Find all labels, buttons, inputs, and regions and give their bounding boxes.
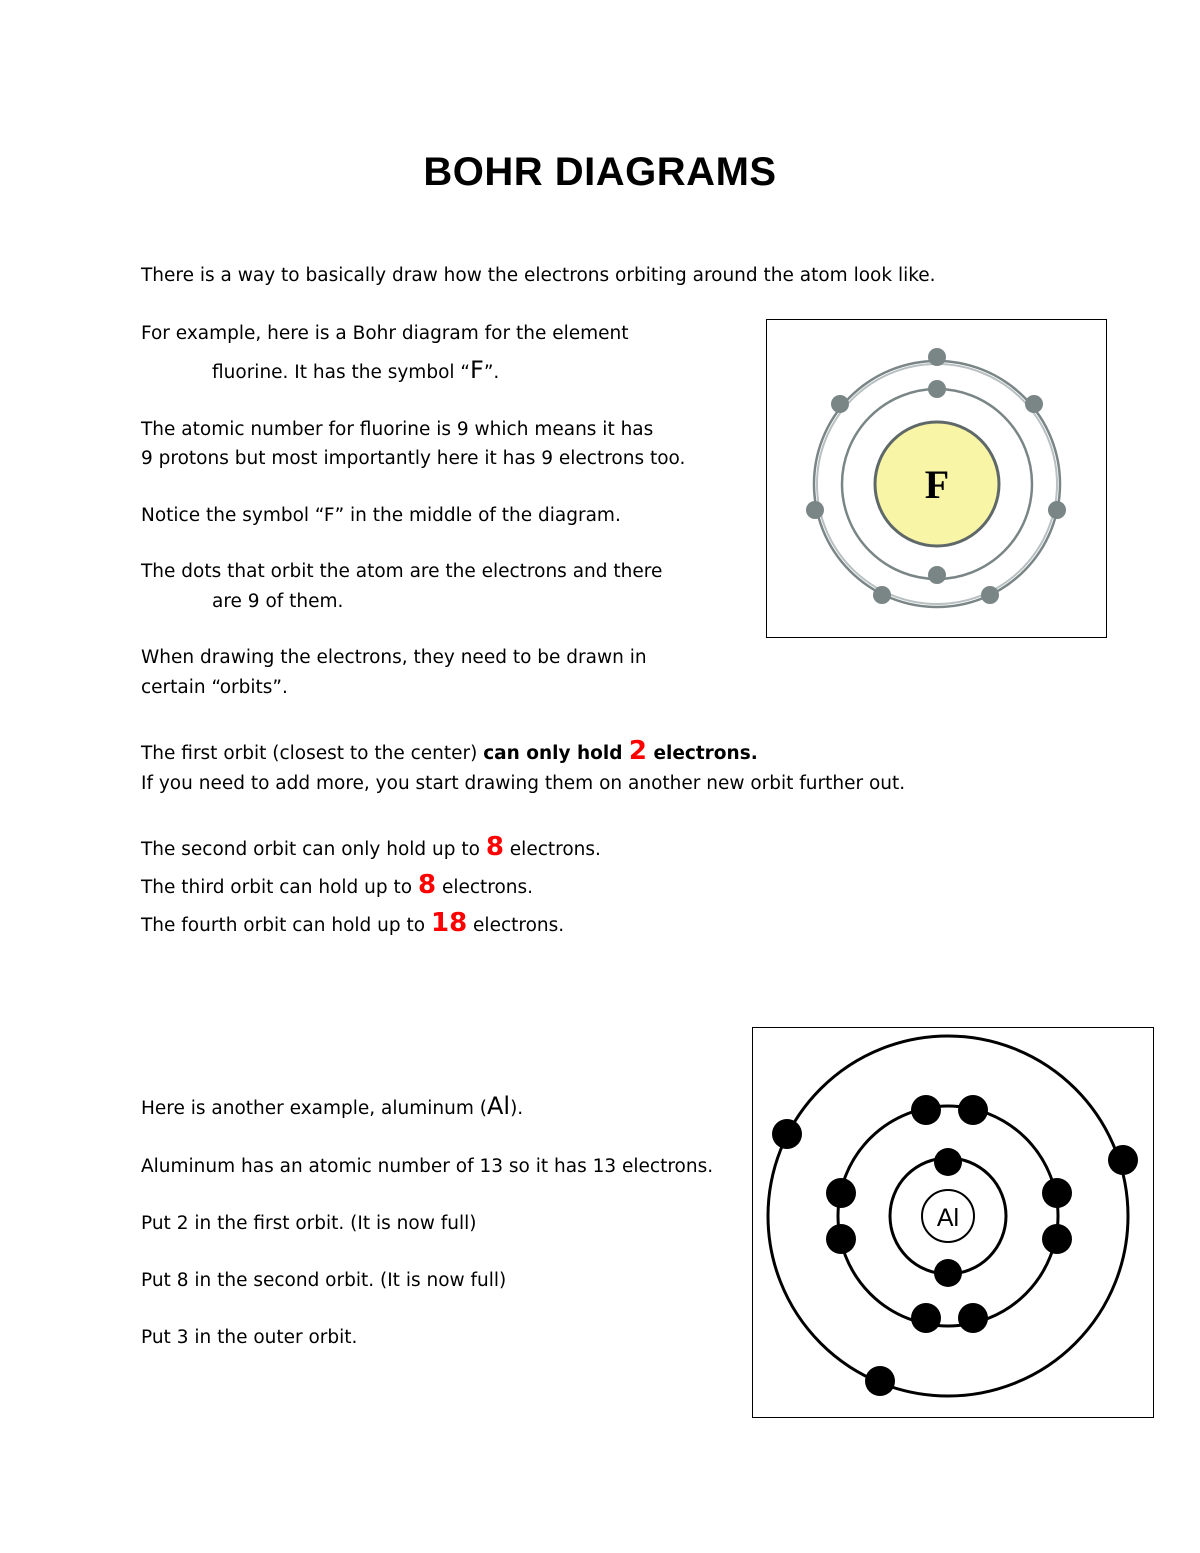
aluminum-symbol-inline: Al	[486, 1092, 511, 1120]
aluminum-outer-orbit: Put 3 in the outer orbit.	[141, 1327, 358, 1348]
aluminum-example	[141, 1093, 523, 1122]
aluminum-electron	[934, 1259, 962, 1287]
fluorine-electron	[928, 566, 946, 584]
aluminum-electron	[826, 1224, 856, 1254]
first-orbit-rule	[141, 738, 758, 767]
fluorine-bohr-diagram	[766, 319, 1107, 638]
fluorine-diagram-svg	[767, 320, 1106, 637]
aluminum-electron	[1108, 1145, 1138, 1175]
fluorine-electron	[1048, 501, 1066, 519]
aluminum-atomic-number: Aluminum has an atomic number of 13 so it has 13 electrons.	[141, 1156, 714, 1177]
fluorine-dots-line1: The dots that orbit the atom are the electrons and there	[141, 561, 663, 582]
fluorine-nucleus-label: F	[924, 462, 950, 507]
fluorine-symbol-inline: F	[470, 356, 484, 384]
fluorine-atomic-line1: The atomic number for fluorine is 9 which means it has	[141, 419, 654, 440]
second-orbit-post: electrons.	[503, 839, 601, 860]
aluminum-first-orbit: Put 2 in the first orbit. (It is now full)	[141, 1213, 477, 1234]
fluorine-electron	[806, 501, 824, 519]
second-orbit-number: 8	[485, 832, 504, 862]
fourth-orbit-rule	[141, 910, 564, 939]
first-orbit-pre: The first orbit (closest to the center)	[141, 743, 484, 764]
aluminum-electron	[1042, 1224, 1072, 1254]
second-orbit-rule	[141, 834, 601, 863]
fluorine-example-line2-post: ”.	[483, 362, 500, 383]
third-orbit-number: 8	[417, 870, 437, 900]
first-orbit-bold-post: electrons.	[647, 743, 758, 764]
aluminum-electron	[772, 1119, 802, 1149]
first-orbit-bold-pre: can only hold	[483, 743, 629, 764]
fluorine-example-line2-pre: fluorine. It has the symbol “	[212, 362, 470, 383]
orbits-line1: When drawing the electrons, they need to be drawn in	[141, 647, 647, 668]
aluminum-electron	[865, 1366, 895, 1396]
fluorine-electron	[928, 380, 946, 398]
aluminum-electron	[934, 1148, 962, 1176]
aluminum-electron	[911, 1303, 941, 1333]
third-orbit-rule	[141, 872, 533, 901]
aluminum-electron	[958, 1303, 988, 1333]
first-orbit-number: 2	[628, 736, 647, 766]
fluorine-example-line2	[212, 357, 499, 386]
second-orbit-pre: The second orbit can only hold up to	[141, 839, 486, 860]
fourth-orbit-number: 18	[430, 908, 468, 938]
fluorine-atomic-line2: 9 protons but most importantly here it has 9 electrons too.	[141, 448, 686, 469]
aluminum-electron	[911, 1095, 941, 1125]
fluorine-dots-line2: are 9 of them.	[212, 591, 344, 612]
aluminum-nucleus-label: Al	[936, 1204, 960, 1232]
aluminum-example-pre: Here is another example, aluminum (	[141, 1098, 487, 1119]
aluminum-example-post: ).	[510, 1098, 524, 1119]
page-title: BOHR DIAGRAMS	[423, 150, 777, 194]
fourth-orbit-pre: The fourth orbit can hold up to	[141, 915, 431, 936]
orbits-line2: certain “orbits”.	[141, 677, 288, 698]
third-orbit-pre: The third orbit can hold up to	[141, 877, 418, 898]
third-orbit-post: electrons.	[436, 877, 534, 898]
fluorine-electron	[1025, 395, 1043, 413]
fluorine-electron	[928, 348, 946, 366]
aluminum-electron	[826, 1178, 856, 1208]
first-orbit-rule-line2: If you need to add more, you start drawing them on another new orbit further out.	[141, 773, 906, 794]
aluminum-diagram-svg	[753, 1028, 1153, 1417]
fluorine-electron	[873, 586, 891, 604]
aluminum-electron	[958, 1095, 988, 1125]
fluorine-electron	[981, 586, 999, 604]
fluorine-electron	[831, 395, 849, 413]
fluorine-example-line1: For example, here is a Bohr diagram for the element	[141, 323, 629, 344]
aluminum-electron	[1042, 1178, 1072, 1208]
aluminum-bohr-diagram	[752, 1027, 1154, 1418]
intro-text: There is a way to basically draw how the electrons orbiting around the atom look like.	[141, 265, 936, 286]
fourth-orbit-post: electrons.	[467, 915, 565, 936]
aluminum-second-orbit: Put 8 in the second orbit. (It is now full)	[141, 1270, 507, 1291]
fluorine-symbol-note: Notice the symbol “F” in the middle of the diagram.	[141, 505, 621, 526]
